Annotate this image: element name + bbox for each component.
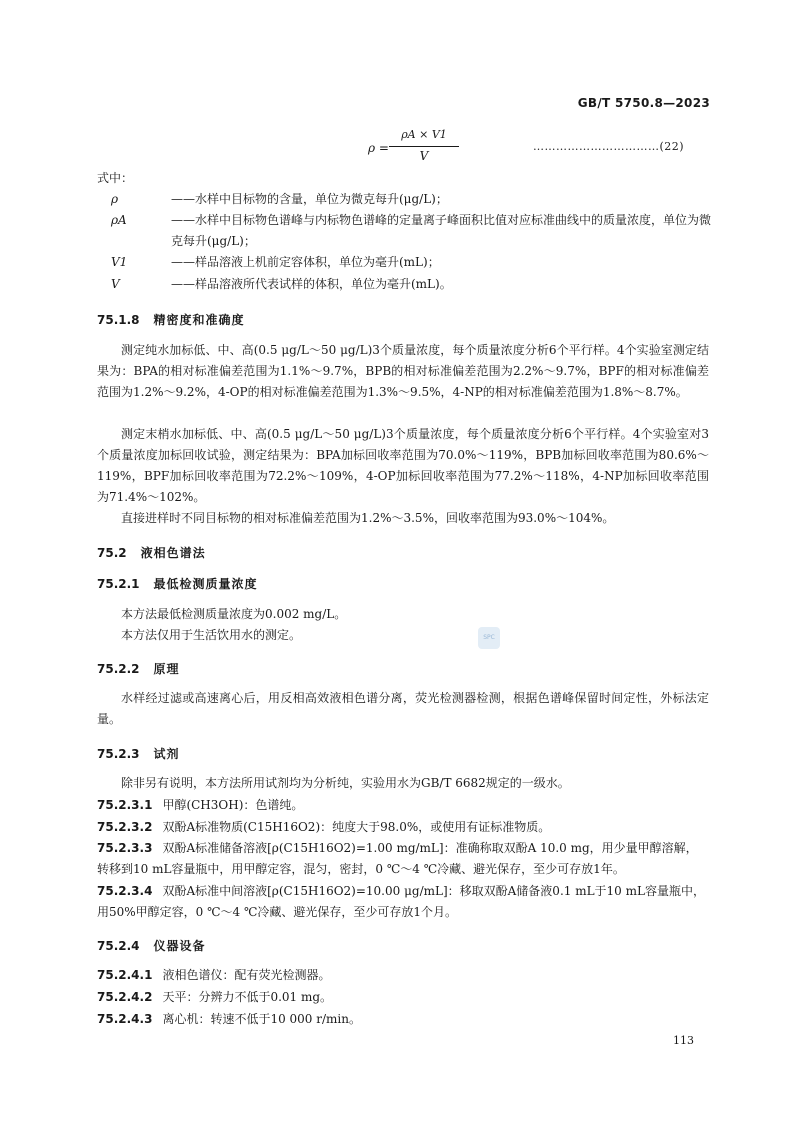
definition-rho [111,189,711,210]
heading-75-2-1 [97,575,258,592]
list-item [97,838,709,880]
section-title: 试剂 [153,747,180,761]
definition-symbol: V [111,277,120,291]
heading-75-2-2 [97,660,180,677]
definition-symbol: ρ [111,192,119,206]
watermark-text: SPC [483,634,495,641]
item-number: 75.2.4.2 [97,990,153,1004]
fraction-bar [389,146,459,147]
paragraph: 直接进样时不同目标物的相对标准偏差范围为1.2%～3.5%，回收率范围为93.0%～104%。 [121,511,615,525]
formula-22 [360,128,470,164]
item-number: 75.2.4.3 [97,1012,153,1026]
item-number: 75.2.4.1 [97,968,153,982]
formula-lhs: ρ = [368,141,389,155]
item-text: 双酚A标准物质(C15H16O2)：纯度大于98.0%，或使用有证标准物质。 [162,820,551,834]
section-number: 75.2.3 [97,747,140,761]
list-item [97,1009,709,1030]
paragraph: 本方法仅用于生活饮用水的测定。 [121,628,302,642]
definition-text: ——水样中目标物的含量，单位为微克每升(μg/L)； [171,192,448,206]
item-number: 75.2.3.2 [97,820,153,834]
section-number: 75.2.1 [97,577,140,591]
section-title: 原理 [153,662,180,676]
standard-number: GB/T 5750.8—2023 [577,96,710,110]
list-item [97,881,709,923]
section-number: 75.2.4 [97,939,140,953]
definition-symbol: ρA [111,213,127,227]
paragraph: 本方法最低检测质量浓度为0.002 mg/L。 [121,607,347,621]
paragraph: 除非另有说明，本方法所用试剂均为分析纯，实验用水为GB/T 6682规定的一级水。 [121,776,570,790]
formula-denominator: V [419,149,429,163]
list-item [97,795,709,816]
definition-text: ——样品溶液所代表试样的体积，单位为毫升(mL)。 [171,277,452,291]
section-title: 精密度和准确度 [153,313,245,327]
item-text: 液相色谱仪：配有荧光检测器。 [162,968,331,982]
equation-number: ……………………………(22) [533,140,685,153]
spc-watermark-logo [478,627,500,649]
heading-75-1-8 [97,311,245,328]
heading-75-2 [97,544,206,561]
section-number: 75.2 [97,546,127,560]
list-item [97,817,709,838]
formula-numerator: ρA × V1 [401,128,447,141]
paragraph: 测定末梢水加标低、中、高(0.5 μg/L～50 μg/L)3个质量浓度，每个质量浓度分析6个平行样。4个实验室对3个质量浓度加标回收试验，测定结果为：BPA加标回收率范围为70.0%～119%，BPB加标回收率范围为80.6%～119%，BPF加标回收率范围为72.2%～109%，4-OP加标回收率范围为77.2%～118%，4-NP加标回收率范围为71.4%～102%。 [97,427,709,504]
definition-text: ——样品溶液上机前定容体积，单位为毫升(mL)； [171,255,440,269]
item-number: 75.2.3.4 [97,884,153,898]
item-number: 75.2.3.3 [97,841,153,855]
section-title: 液相色谱法 [140,546,206,560]
definition-rho-a [111,210,712,252]
definition-v [111,274,711,295]
definition-symbol: V1 [111,255,128,269]
paragraph: 水样经过滤或高速离心后，用反相高效液相色谱分离，荧光检测器检测，根据色谱峰保留时间定性，外标法定量。 [97,691,709,726]
definition-v1 [111,252,711,273]
section-number: 75.1.8 [97,313,140,327]
item-number: 75.2.3.1 [97,798,153,812]
heading-75-2-4 [97,937,206,954]
item-text: 双酚A标准储备溶液[ρ(C15H16O2)=1.00 mg/mL]：准确称取双酚A 10.0 mg，用少量甲醇溶解，转移到10 mL容量瓶中，用甲醇定容，混匀，密封，0 ℃～4 ℃冷藏、避光保存，至少可存放1年。 [97,841,698,876]
formula-fraction [388,128,460,163]
definition-text: ——水样中目标物色谱峰与内标物色谱峰的定量离子峰面积比值对应标准曲线中的质量浓度，单位为微克每升(μg/L)； [171,213,712,248]
list-item [97,965,709,986]
section-title: 最低检测质量浓度 [153,577,258,591]
item-text: 离心机：转速不低于10 000 r/min。 [162,1012,361,1026]
list-item [97,987,709,1008]
paragraph: 测定纯水加标低、中、高(0.5 μg/L～50 μg/L)3个质量浓度，每个质量浓度分析6个平行样。4个实验室测定结果为：BPA的相对标准偏差范围为1.1%～9.7%，BPB的相对标准偏差范围为2.2%～9.7%，BPF的相对标准偏差范围为1.2%～9.2%，4-OP的相对标准偏差范围为1.3%～9.5%，4-NP的相对标准偏差范围为1.8%～8.7%。 [97,343,709,399]
where-label: 式中： [97,171,134,185]
section-title: 仪器设备 [153,939,206,953]
item-text: 甲醇(CH3OH)：色谱纯。 [162,798,304,812]
section-number: 75.2.2 [97,662,140,676]
item-text: 天平：分辨力不低于0.01 mg。 [162,990,333,1004]
item-text: 双酚A标准中间溶液[ρ(C15H16O2)=10.00 μg/mL]：移取双酚A储备液0.1 mL于10 mL容量瓶中，用50%甲醇定容，0 ℃～4 ℃冷藏、避光保存，至少可存放1个月。 [97,884,705,919]
page-number: 113 [673,1034,694,1047]
heading-75-2-3 [97,745,180,762]
